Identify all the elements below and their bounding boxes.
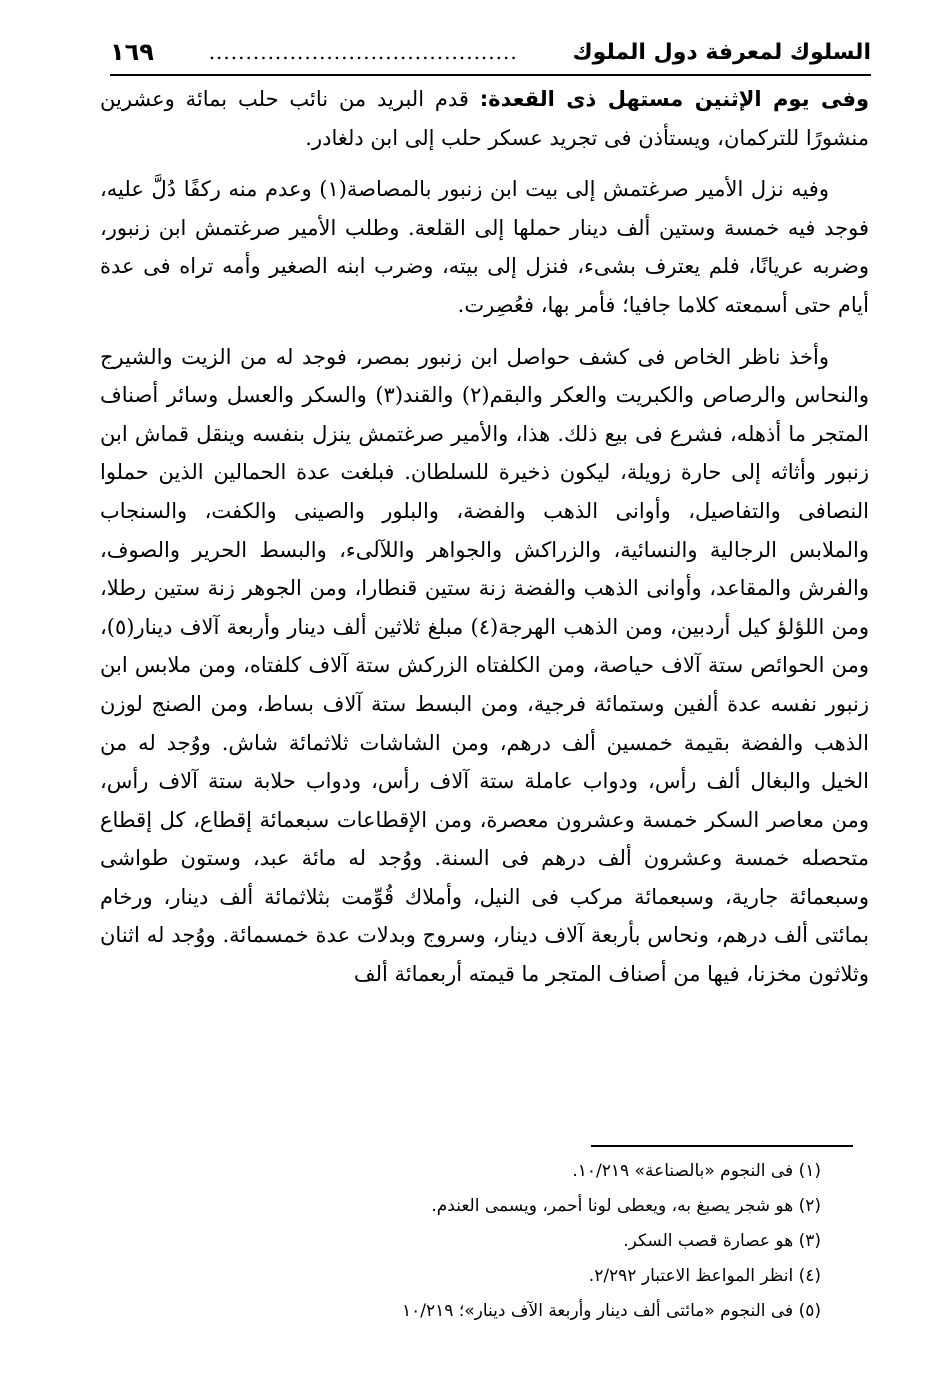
paragraph-text: وأخذ ناظر الخاص فى كشف حواصل ابن زنبور بمصر، فوجد له من الزيت والشيرج والنحاس والرصاص والكبريت والعكر والبقم(٢) والقند(٣) والسكر والعسل وسائر أصناف المتجر ما أذهله، فشرع فى بيع ذلك. هذا، والأمير صرغتمش ينزل بنفسه وينقل قماش ابن زنبور وأثاثه إلى حارة زويلة، ليكون ذخيرة للسلطان. فبلغت عدة الحمالين الذين حملوا النصافى والتفاصيل، وأوانى الذهب والفضة، والبلور والصينى والكفت، والسنجاب والملابس الرجالية والنسائية، والزراكش والجواهر واللآلىء، والبسط الحرير والصوف، والفرش والمقاعد، وأوانى الذهب والفضة زنة ستين قنطارا، ومن الجوهر زنة ستين رطلا، ومن اللؤلؤ كيل أردبين، ومن الذهب الهرجة(٤) مبلغ ثلاثين ألف دينار وأربعة آلاف دينار(٥)، ومن الحوائص ستة آلاف حياصة، ومن الكلفتاه الزركش ستة آلاف كلفتاه، ومن ملابس ابن زنبور نفسه عدة ألفين وستمائة فرجية، ومن البسط ستة آلاف بساط، ومن الصنج لوزن الذهب والفضة بقيمة خمسين ألف درهم، ومن الشاشات ثلاثمائة شاش. ووُجد له من الخيل والبغال ألف رأس، ودواب عاملة ستة آلاف رأس، ودواب حلابة ستة آلاف رأس، ومن معاصر السكر خمسة وعشرون معصرة، ومن الإقطاعات سبعمائة إقطاع، كل إقطاع متحصله خمسة وعشرون ألف درهم فى السنة. ووُجد له مائة عبد، وستون طواشى وسبعمائة جارية، وسبعمائة مركب فى النيل، وأملاك قُوِّمت بثلاثمائة ألف دينار، ورخام بمائتى ألف درهم، ونحاس بأربعة آلاف دينار، وسروج وبدلات عدة خمسمائة. ووُجد له اثنان وثلاثون مخزنا، فيها من أصناف المتجر ما قيمته أربعمائة ألف: [100, 344, 869, 987]
running-title: السلوك لمعرفة دول الملوك: [572, 39, 871, 65]
paragraph-1: [100, 80, 869, 157]
paragraph-lead: وفى يوم الإثنين مستهل ذى القعدة:: [479, 87, 869, 111]
page-header: [110, 30, 871, 76]
page-number: ١٦٩: [110, 38, 154, 66]
footnote-2: (٢) هو شجر يصبغ به، ويعطى لونا أحمر، ويسمى العندم.: [431, 1196, 821, 1216]
paragraph-2: [100, 170, 869, 324]
footnote-5: (٥) فى النجوم «مائتى ألف دينار وأربعة الآف دينار»؛ ١٠/٢١٩: [402, 1301, 821, 1321]
footnote-3: (٣) هو عصارة قصب السكر.: [623, 1231, 821, 1251]
paragraph-3: [100, 338, 869, 994]
paragraph-text: وفيه نزل الأمير صرغتمش إلى بيت ابن زنبور بالمصاصة(١) وعدم منه ركفًا دُلَّ عليه، فوجد فيه خمسة وستين ألف دينار حملها إلى القلعة. وطلب الأمير صرغتمش ابن زنبور، وضربه عريانًا، فلم يعترف بشىء، فنزل إلى بيته، وضرب ابنه الصغير وأمه تراه فى عدة أيام حتى أسمعته كلاما جافيا؛ فأمر بها، فعُصِرت.: [100, 177, 869, 317]
footnote-separator: [591, 1145, 853, 1147]
header-dot-leader: ..........................................: [208, 40, 518, 64]
footnotes: [100, 1154, 821, 1329]
footnote-1: (١) فى النجوم «بالصناعة» ١٠/٢١٩.: [572, 1161, 821, 1181]
main-text: [100, 80, 869, 994]
paragraph-text: قدم البريد من نائب حلب بمائة وعشرين منشورًا للتركمان، ويستأذن فى تجريد عسكر حلب إلى ابن دلغادر.: [100, 87, 869, 150]
footnote-4: (٤) انظر المواعظ الاعتبار ٢/٢٩٢.: [588, 1266, 821, 1286]
